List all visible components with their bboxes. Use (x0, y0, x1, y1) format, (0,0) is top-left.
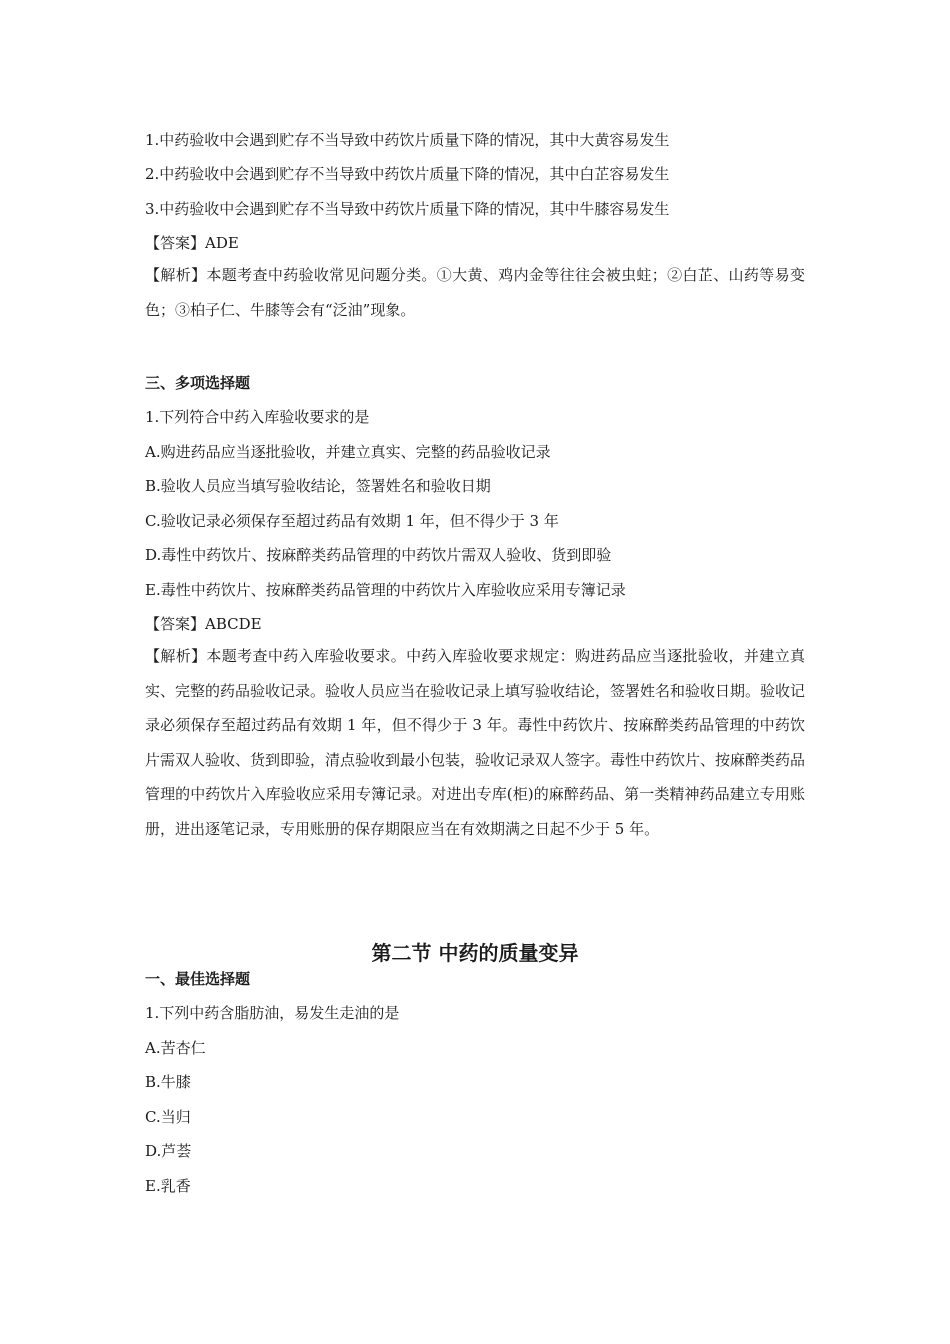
option-a: A.苦杏仁 (145, 1039, 206, 1057)
section-title: 第二节 中药的质量变异 (371, 941, 579, 965)
option-c: C.验收记录必须保存至超过药品有效期 1 年，但不得少于 3 年 (145, 512, 559, 530)
option-b: B.验收人员应当填写验收结论，签署姓名和验收日期 (145, 477, 491, 495)
question-2: 1.下列符合中药入库验收要求的是 (145, 408, 370, 426)
option-c: C.当归 (145, 1108, 191, 1126)
option-d: D.毒性中药饮片、按麻醉类药品管理的中药饮片需双人验收、货到即验 (145, 546, 612, 564)
option-e: E.毒性中药饮片、按麻醉类药品管理的中药饮片入库验收应采用专簿记录 (145, 581, 626, 599)
heading-best-choice: 一、最佳选择题 (145, 970, 251, 988)
answer-2: 【答案】ABCDE (145, 615, 262, 633)
analysis-1: 【解析】本题考查中药验收常见问题分类。①大黄、鸡内金等往往会被虫蛀；②白芷、山药等易变色；③柏子仁、牛膝等会有“泛油”现象。 (145, 266, 805, 319)
answer-1: 【答案】ADE (145, 234, 239, 252)
statement-3: 3.中药验收中会遇到贮存不当导致中药饮片质量下降的情况，其中牛膝容易发生 (145, 200, 670, 218)
question-3: 1.下列中药含脂肪油，易发生走油的是 (145, 1004, 400, 1022)
statement-1: 1.中药验收中会遇到贮存不当导致中药饮片质量下降的情况，其中大黄容易发生 (145, 131, 670, 149)
analysis-2: 【解析】本题考查中药入库验收要求。中药入库验收要求规定：购进药品应当逐批验收，并建立真实、完整的药品验收记录。验收人员应当在验收记录上填写验收结论，签署姓名和验收日期。验收记录必须保存至超过药品有效期 1 年，但不得少于 3 年。毒性中药饮片、按麻醉类药品管理的中药饮片需双人验收、货到即验，清点验收到最小包装，验收记录双人签字。毒性中药饮片、按麻醉类药品管理的中药饮片入库验收应采用专簿记录。对进出专库(柜)的麻醉药品、第一类精神药品建立专用账册，进出逐笔记录，专用账册的保存期限应当在有效期满之日起不少于 5 年。 (145, 647, 806, 838)
option-b: B.牛膝 (145, 1073, 191, 1091)
option-e: E.乳香 (145, 1177, 191, 1195)
option-d: D.芦荟 (145, 1142, 192, 1160)
option-a: A.购进药品应当逐批验收，并建立真实、完整的药品验收记录 (145, 443, 551, 461)
statement-2: 2.中药验收中会遇到贮存不当导致中药饮片质量下降的情况，其中白芷容易发生 (145, 165, 670, 183)
heading-multiple-choice: 三、多项选择题 (145, 374, 251, 392)
